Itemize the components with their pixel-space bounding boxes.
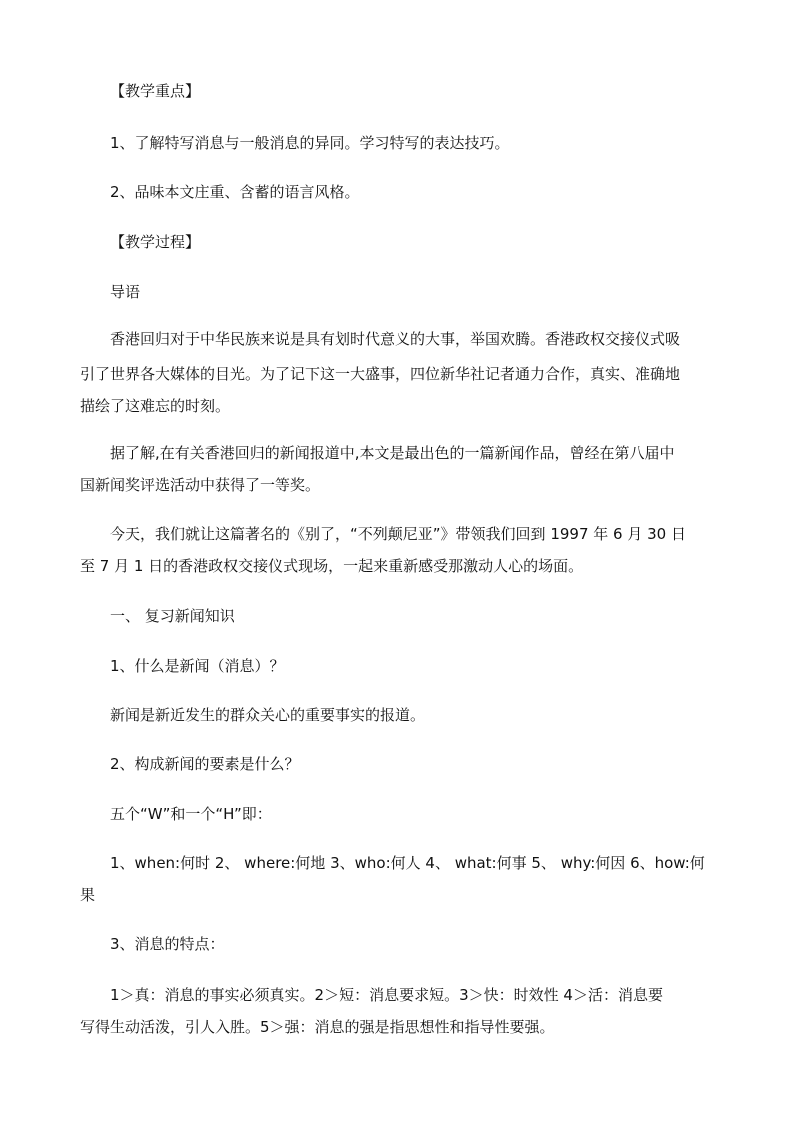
heading-teaching-process: 【教学过程】 — [110, 233, 201, 251]
paragraph-1-line-2: 引了世界各大媒体的目光。为了记下这一大盛事，四位新华社记者通力合作，真实、准确地 — [80, 365, 681, 383]
answer-2-line-1: 1、when:何时 2、 where:何地 3、who:何人 4、 what:何事 5、 why:何因 6、how:何 — [110, 854, 705, 872]
answer-3-line-2: 写得生动活泼，引人入胜。5＞强：消息的强是指思想性和指导性要强。 — [80, 1018, 555, 1036]
paragraph-2-line-2: 国新闻奖评选活动中获得了一等奖。 — [80, 476, 321, 494]
question-2: 2、构成新闻的要素是什么？ — [110, 755, 300, 773]
section-1-title: 一、 复习新闻知识 — [110, 607, 235, 625]
paragraph-1-line-1: 香港回归对于中华民族来说是具有划时代意义的大事，举国欢腾。香港政权交接仪式吸 — [110, 330, 681, 348]
question-3: 3、消息的特点： — [110, 935, 225, 953]
intro-title: 导语 — [110, 283, 141, 301]
answer-2-intro: 五个“W”和一个“H”即： — [110, 805, 272, 823]
paragraph-3-line-2: 至 7 月 1 日的香港政权交接仪式现场，一起来重新感受那激动人心的场面。 — [80, 557, 584, 575]
answer-1: 新闻是新近发生的群众关心的重要事实的报道。 — [110, 706, 426, 724]
question-1: 1、什么是新闻（消息）？ — [110, 657, 285, 675]
paragraph-2-line-1: 据了解,在有关香港回归的新闻报道中,本文是最出色的一篇新闻作品，曾经在第八届中 — [110, 444, 675, 462]
heading-teaching-focus: 【教学重点】 — [110, 82, 201, 100]
paragraph-1-line-3: 描绘了这难忘的时刻。 — [80, 397, 231, 415]
paragraph-3-line-1: 今天，我们就让这篇著名的《别了，“不列颠尼亚”》带领我们回到 1997 年 6 月 30 日 — [110, 525, 686, 543]
answer-3-line-1: 1＞真：消息的事实必须真实。2＞短：消息要求短。3＞快：时效性 4＞活：消息要 — [110, 986, 663, 1004]
focus-item-2: 2、品味本文庄重、含蓄的语言风格。 — [110, 183, 360, 201]
focus-item-1: 1、了解特写消息与一般消息的异同。学习特写的表达技巧。 — [110, 134, 510, 152]
answer-2-line-2: 果 — [80, 886, 96, 904]
